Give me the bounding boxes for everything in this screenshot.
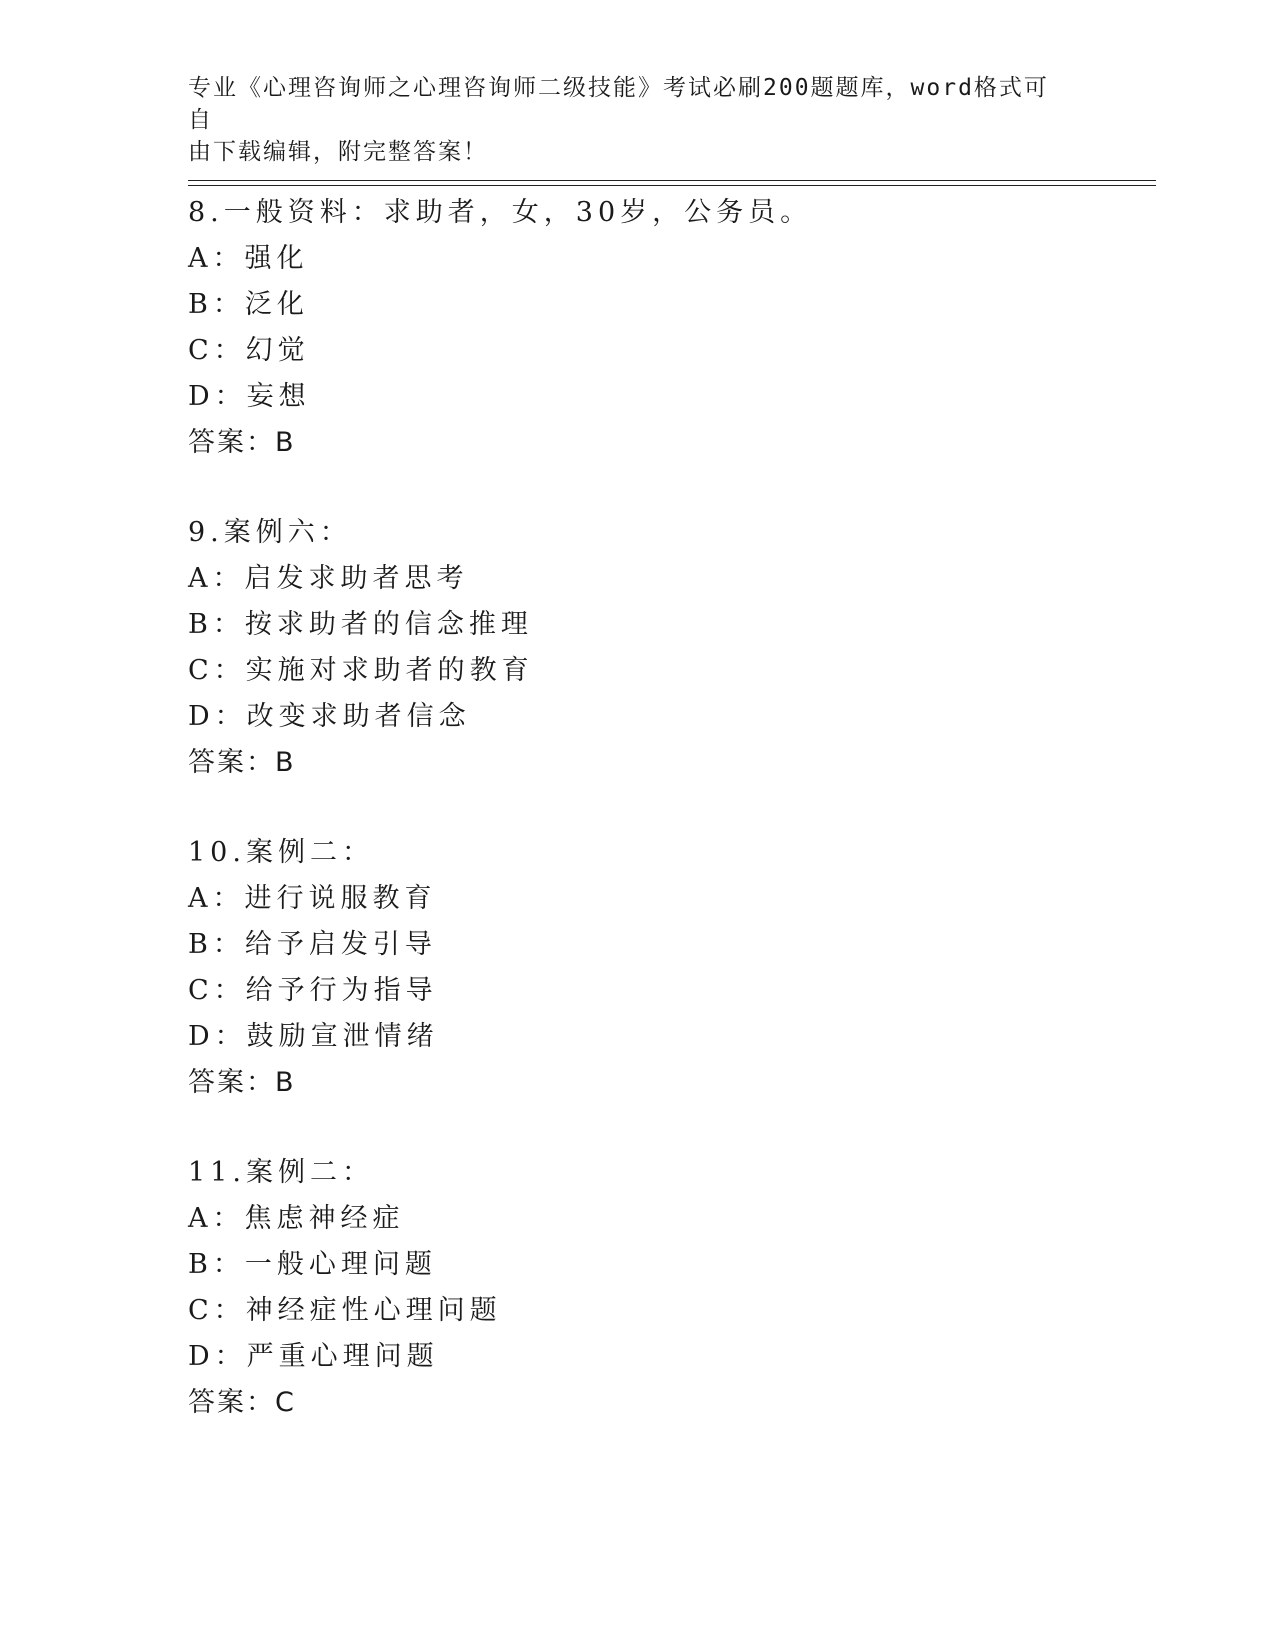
option-d: D：严重心理问题 [188,1341,439,1372]
question-stem: 9.案例六： [188,517,352,548]
option-d: D：改变求助者信念 [188,701,471,732]
header-line-1: 专业《心理咨询师之心理咨询师二级技能》考试必刷200题题库，word格式可自 [188,75,1049,133]
question-item [188,1150,1148,1426]
header-divider-bottom [188,185,1156,186]
option-c: C：幻觉 [188,335,310,366]
option-b: B：给予启发引导 [188,929,437,960]
document-header [188,72,1068,168]
option-a: A：进行说服教育 [188,883,437,914]
option-b: B：泛化 [188,289,309,320]
answer-line: 答案：C [188,1387,296,1418]
question-stem: 10.案例二： [188,837,374,868]
question-stem: 11.案例二： [188,1157,374,1188]
answer-line: 答案：B [188,747,296,778]
question-item [188,830,1148,1106]
answer-line: 答案：B [188,1067,296,1098]
question-item [188,190,1148,466]
question-stem: 8.一般资料：求助者，女，30岁，公务员。 [188,197,813,228]
option-a: A：启发求助者思考 [188,563,469,594]
option-a: A：焦虑神经症 [188,1203,405,1234]
option-a: A：强化 [188,243,309,274]
option-d: D：鼓励宣泄情绪 [188,1021,439,1052]
option-c: C：实施对求助者的教育 [188,655,534,686]
header-line-2: 由下载编辑，附完整答案！ [188,139,488,165]
option-b: B：按求助者的信念推理 [188,609,533,640]
option-d: D：妄想 [188,381,311,412]
option-b: B：一般心理问题 [188,1249,437,1280]
question-list [188,190,1148,1470]
option-c: C：给予行为指导 [188,975,438,1006]
header-divider-top [188,180,1156,181]
answer-line: 答案：B [188,427,296,458]
option-c: C：神经症性心理问题 [188,1295,502,1326]
question-item [188,510,1148,786]
